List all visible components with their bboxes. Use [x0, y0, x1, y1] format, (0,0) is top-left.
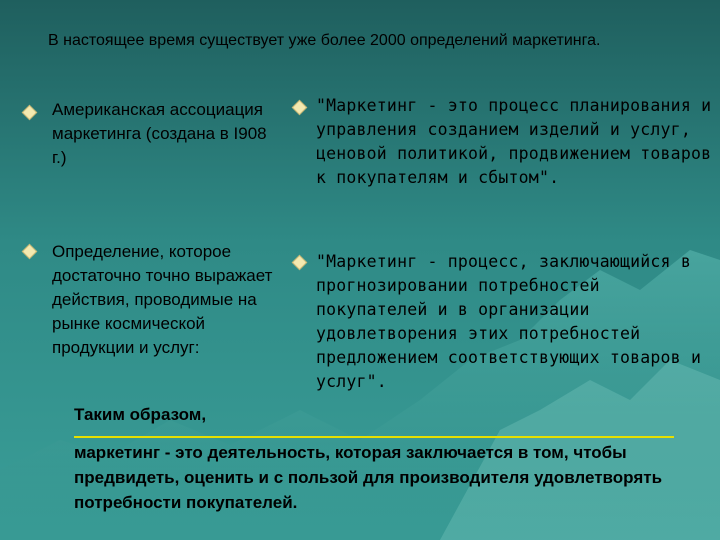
summary-underline	[74, 436, 674, 438]
right-item-1: "Маркетинг - это процесс планирования и управления созданием изделий и услуг, ценовой политикой, продвижением товаров к покупателям и сбытом".	[316, 96, 712, 187]
slide-heading: В настоящее время существует уже более 2000 определений маркетинга.	[48, 32, 601, 49]
left-item-1: Американская ассоциация маркетинга (создана в I908 г.)	[52, 100, 267, 167]
right-item-2: "Маркетинг - процесс, заключающийся в прогнозировании потребностей покупателей и в организации удовлетворения этих потребностей предложением соответствующих товаров и услуг".	[316, 252, 702, 391]
summary-title: Таким образом,	[74, 405, 207, 424]
left-item-2: Определение, которое достаточно точно выражает действия, проводимые на рынке космической продукции и услуг:	[52, 242, 273, 357]
summary-body: маркетинг - это деятельность, которая заключается в том, чтобы предвидеть, оценить и с пользой для производителя удовлетворять потребности покупателей.	[74, 443, 663, 512]
